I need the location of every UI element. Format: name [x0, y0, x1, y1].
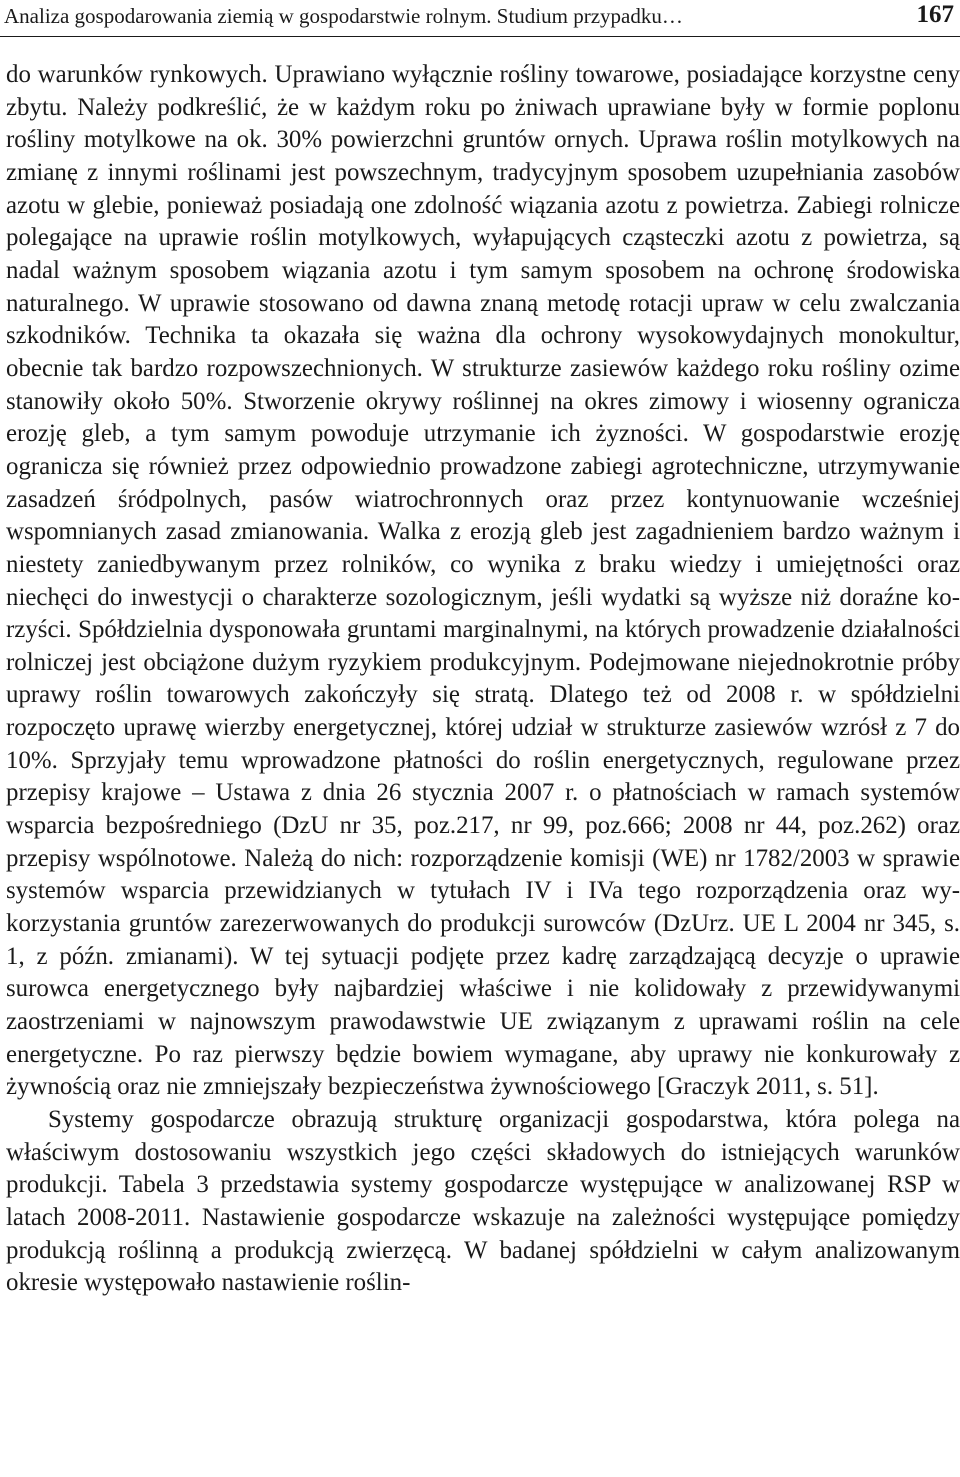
- running-header-title: Analiza gospodarowania ziemią w gospodarstwie rolnym. Studium przypadku…: [4, 4, 683, 28]
- body-text: [6, 59, 960, 1300]
- running-header: [0, 0, 960, 37]
- paragraph-continuation: do warunków rynkowych. Uprawiano wyłącznie rośliny towarowe, posiadające korzystne ceny zbytu. Należy podkreślić, że w każdym roku po żniwach uprawiane były w formie poplonu rośliny motylkowe na ok. 30% powierzchni gruntów ornych. Uprawa roślin motylkowych na zmianę z innymi roślinami jest powszechnym, tradycyjnym sposobem uzupełniania zasobów azotu w glebie, ponieważ posiadają one zdolność wiązania azotu z powietrza. Zabiegi rolnicze polegające na uprawie roślin motylkowych, wyłapujących cząsteczki azotu z powietrza, są nadal ważnym sposobem wiązania azotu i tym samym sposobem na ochronę środowiska naturalnego. W uprawie stosowano od dawna znaną metodę rotacji upraw w celu zwalczania szkodników. Technika ta okazała się ważna dla ochrony wysokowydajnych monokultur, obecnie tak bardzo rozpowszechnionych. W strukturze zasiewów każdego roku rośliny ozime stanowiły około 50%. Stworzenie okrywy roślinnej na okres zimowy i wiosenny ogranicza erozję gleb, a tym samym powoduje utrzymanie ich żyzności. W gospodarstwie erozję ogranicza się również przez odpowiednio prowadzone zabiegi agrotechniczne, utrzymywanie zasadzeń śródpolnych, pasów wiatrochronnych oraz przez kontynuowanie wcześniej wspomnianych zasad zmianowania. Walka z erozją gleb jest zagadnieniem bardzo ważnym i niestety zaniedbywanym przez rolników, co wynika z braku wiedzy i umiejętności oraz niechęci do inwestycji o charakterze sozologicznym, jeśli wydatki są wyższe niż doraźne korzyści. Spółdzielnia dysponowała gruntami marginalnymi, na których prowadzenie działalności rolniczej jest obciążone dużym ryzykiem produkcyjnym. Podejmowane niejednokrotnie próby uprawy roślin towarowych zakończyły się stratą. Dlatego też od 2008 r. w spółdzielni rozpoczęto uprawę wierzby energetycznej, której udział w strukturze zasiewów wzrósł z 7 do 10%. Sprzyjały temu wprowadzone płatności do roślin energetycznych, regulowane przez przepisy krajowe – Ustawa z dnia 26 stycznia 2007 r. o płatnościach w ramach systemów wsparcia bezpośredniego (DzU nr 35, poz.217, nr 99, poz.666; 2008 nr 44, poz.262) oraz przepisy wspólnotowe. Należą do nich: rozporządzenie komisji (WE) nr 1782/2003 w sprawie systemów wsparcia przewidzianych w tytułach IV i IVa tego rozporządzenia oraz wykorzystania gruntów zarezerwowanych do produkcji surowców (DzUrz. UE L 2004 nr 345, s. 1, z późn. zmianami). W tej sytuacji podjęte przez kadrę zarządzającą decyzje o uprawie surowca energetycznego były najbardziej właściwe i nie kolidowały z przewidywanymi zaostrzeniami w najnowszym prawodawstwie UE związanym z uprawami roślin na cele energetyczne. Po raz pierwszy będzie bowiem wymagane, aby uprawy nie konkurowały z żywnością oraz nie zmniejszały bezpieczeństwa żywnościowego [Graczyk 2011, s. 51].: [6, 61, 960, 1101]
- paragraph-systemy-gospodarcze: Systemy gospodarcze obrazują strukturę organizacji gospodarstwa, która polega na właściwym dostosowaniu wszystkich jego części składowych do istniejących warunków produkcji. Tabela 3 przedstawia systemy gospodarcze występujące w analizowanej RSP w latach 2008-2011. Nastawienie gospodarcze wskazuje na zależności występujące pomiędzy produkcją roślinną a produkcją zwierzęcą. W badanej spółdzielni w całym analizowanym okresie występowało nastawienie roślin-: [6, 1106, 960, 1297]
- page-number: 167: [916, 1, 954, 28]
